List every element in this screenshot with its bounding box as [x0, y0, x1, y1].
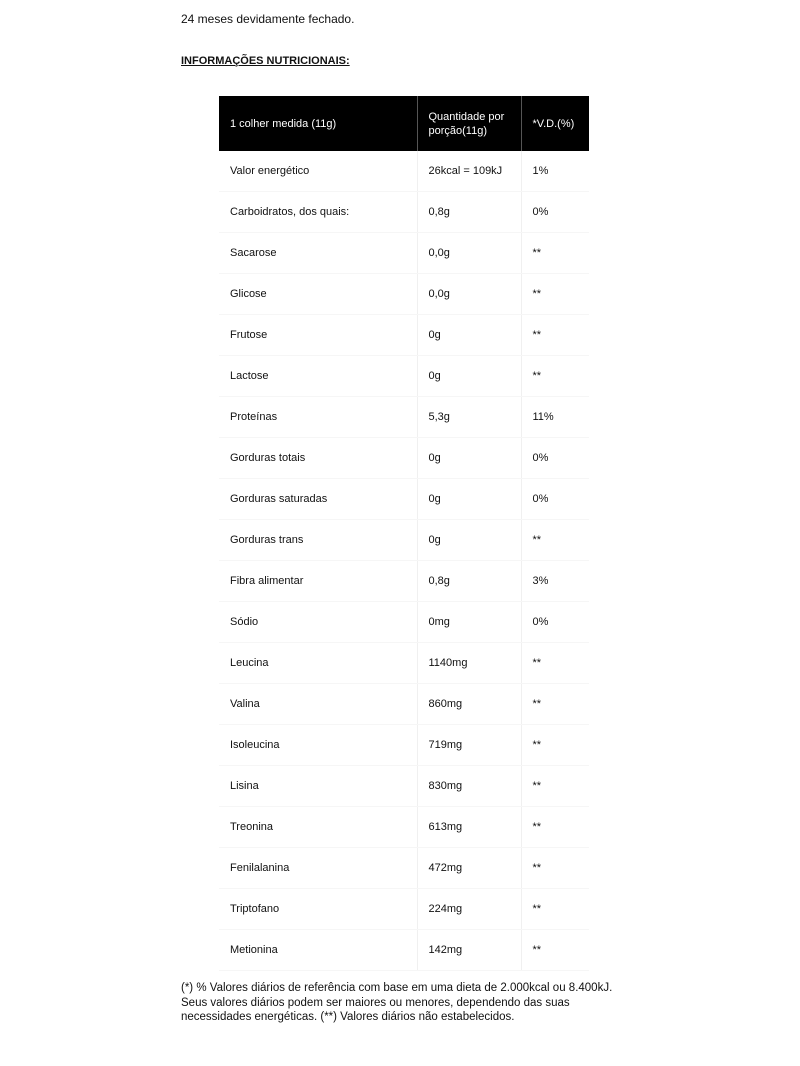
- table-body: [219, 151, 589, 971]
- nutrient-name: Carboidratos, dos quais:: [219, 192, 417, 233]
- nutrient-name: Gorduras trans: [219, 520, 417, 561]
- nutrient-daily-value: **: [521, 520, 589, 561]
- nutrient-name: Lisina: [219, 766, 417, 807]
- table-row: [219, 643, 589, 684]
- table-row: [219, 233, 589, 274]
- table-row: [219, 438, 589, 479]
- nutrient-name: Sódio: [219, 602, 417, 643]
- section-title: INFORMAÇÕES NUTRICIONAIS:: [181, 55, 350, 67]
- table-row: [219, 356, 589, 397]
- table-row: [219, 684, 589, 725]
- nutrient-daily-value: 0%: [521, 438, 589, 479]
- nutrient-name: Frutose: [219, 315, 417, 356]
- nutrition-table: [219, 96, 589, 971]
- nutrient-quantity: 719mg: [417, 725, 521, 766]
- table-row: [219, 602, 589, 643]
- nutrient-quantity: 0g: [417, 356, 521, 397]
- nutrient-quantity: 0mg: [417, 602, 521, 643]
- nutrient-daily-value: **: [521, 643, 589, 684]
- nutrient-quantity: 5,3g: [417, 397, 521, 438]
- nutrient-name: Sacarose: [219, 233, 417, 274]
- nutrient-quantity: 0,8g: [417, 192, 521, 233]
- nutrient-quantity: 472mg: [417, 848, 521, 889]
- header-serving: 1 colher medida (11g): [219, 96, 417, 151]
- table-row: [219, 807, 589, 848]
- intro-text: 24 meses devidamente fechado.: [181, 12, 355, 26]
- nutrient-quantity: 0g: [417, 438, 521, 479]
- nutrient-daily-value: **: [521, 766, 589, 807]
- table-row: [219, 192, 589, 233]
- table-header: [219, 96, 589, 151]
- nutrient-quantity: 224mg: [417, 889, 521, 930]
- nutrient-quantity: 26kcal = 109kJ: [417, 151, 521, 192]
- table-row: [219, 479, 589, 520]
- header-daily-value: *V.D.(%): [521, 96, 589, 151]
- table-row: [219, 520, 589, 561]
- nutrient-name: Fibra alimentar: [219, 561, 417, 602]
- nutrient-daily-value: **: [521, 356, 589, 397]
- nutrient-name: Glicose: [219, 274, 417, 315]
- table-row: [219, 930, 589, 971]
- table-row: [219, 889, 589, 930]
- nutrient-name: Leucina: [219, 643, 417, 684]
- nutrient-quantity: 860mg: [417, 684, 521, 725]
- footnote: (*) % Valores diários de referência com base em uma dieta de 2.000kcal ou 8.400kJ. Seus valores diários podem ser maiores ou menores, dependendo das suas necessidades energéticas. (**) Valores diários não estabelecidos.: [181, 982, 613, 1023]
- nutrient-quantity: 142mg: [417, 930, 521, 971]
- nutrient-daily-value: **: [521, 315, 589, 356]
- nutrient-name: Isoleucina: [219, 725, 417, 766]
- nutrient-name: Valor energético: [219, 151, 417, 192]
- nutrient-name: Metionina: [219, 930, 417, 971]
- nutrient-daily-value: 0%: [521, 602, 589, 643]
- nutrient-quantity: 0g: [417, 520, 521, 561]
- nutrient-daily-value: **: [521, 684, 589, 725]
- table-row: [219, 151, 589, 192]
- nutrient-name: Triptofano: [219, 889, 417, 930]
- nutrient-quantity: 1140mg: [417, 643, 521, 684]
- nutrient-daily-value: **: [521, 274, 589, 315]
- table-row: [219, 766, 589, 807]
- nutrient-quantity: 0,0g: [417, 233, 521, 274]
- nutrient-quantity: 830mg: [417, 766, 521, 807]
- nutrient-quantity: 0,0g: [417, 274, 521, 315]
- nutrient-quantity: 0,8g: [417, 561, 521, 602]
- nutrient-name: Lactose: [219, 356, 417, 397]
- table-row: [219, 848, 589, 889]
- nutrient-daily-value: 0%: [521, 192, 589, 233]
- nutrient-daily-value: **: [521, 889, 589, 930]
- nutrient-daily-value: **: [521, 233, 589, 274]
- nutrient-daily-value: **: [521, 848, 589, 889]
- header-row: [219, 96, 589, 151]
- header-quantity: Quantidade por porção(11g): [417, 96, 521, 151]
- nutrient-quantity: 0g: [417, 315, 521, 356]
- nutrient-daily-value: 11%: [521, 397, 589, 438]
- nutrient-daily-value: 3%: [521, 561, 589, 602]
- nutrient-daily-value: **: [521, 725, 589, 766]
- nutrient-name: Gorduras totais: [219, 438, 417, 479]
- table-row: [219, 725, 589, 766]
- nutrient-name: Gorduras saturadas: [219, 479, 417, 520]
- nutrient-quantity: 613mg: [417, 807, 521, 848]
- nutrient-name: Valina: [219, 684, 417, 725]
- nutrient-daily-value: 1%: [521, 151, 589, 192]
- nutrient-name: Proteínas: [219, 397, 417, 438]
- table-row: [219, 397, 589, 438]
- nutrient-daily-value: **: [521, 930, 589, 971]
- nutrient-name: Treonina: [219, 807, 417, 848]
- table-row: [219, 561, 589, 602]
- nutrient-name: Fenilalanina: [219, 848, 417, 889]
- nutrient-quantity: 0g: [417, 479, 521, 520]
- nutrient-daily-value: **: [521, 807, 589, 848]
- table-row: [219, 315, 589, 356]
- table-row: [219, 274, 589, 315]
- nutrient-daily-value: 0%: [521, 479, 589, 520]
